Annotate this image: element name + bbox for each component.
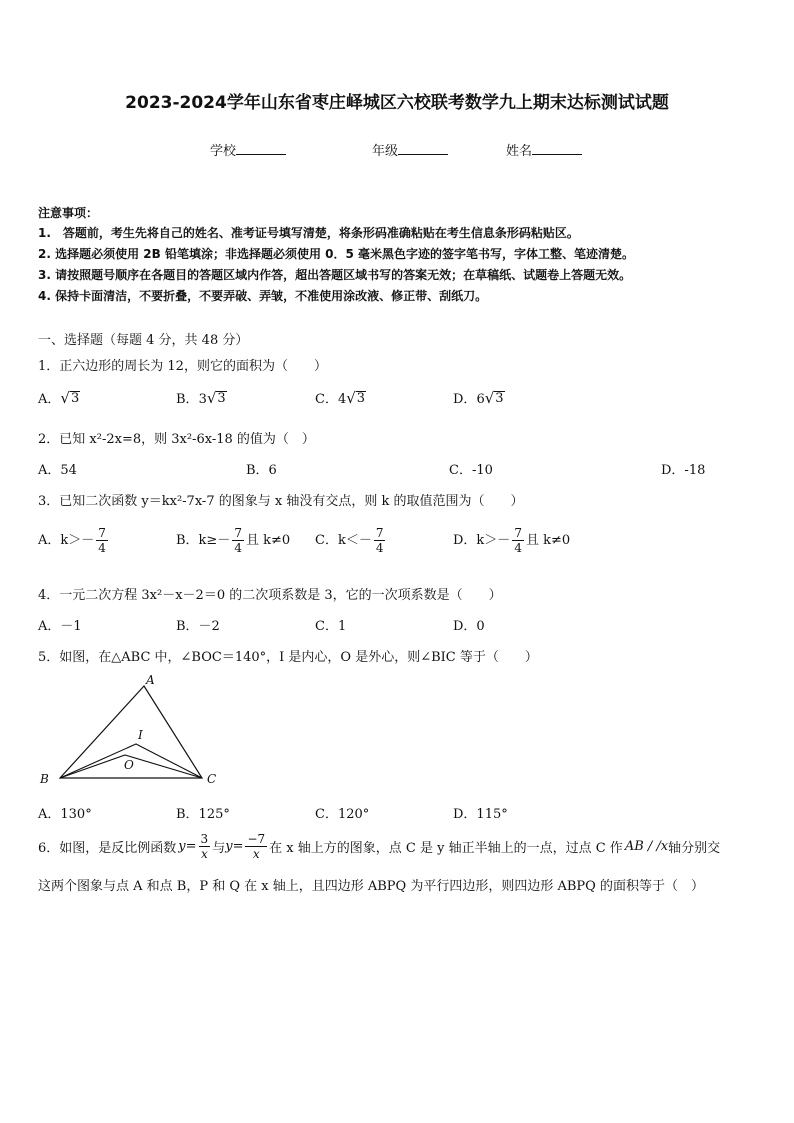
sqrt-symbol: √ 3 [206,389,226,407]
option-label: C． [315,392,338,407]
q3-option-a [38,526,110,555]
q1-option-c [315,388,366,407]
option-label: A． [38,392,61,407]
var-y: y [225,839,233,854]
fraction [512,526,524,555]
q3-option-d [453,526,570,555]
notice-item: 4. 保持卡面清洁，不要折叠，不要弄破、弄皱，不准使用涂改液、修正带、刮纸刀。 [38,289,488,303]
numerator: 7 [375,526,384,540]
radicand: 3 [495,391,504,406]
q5-option-d: D．115° [453,807,508,822]
denominator: 4 [375,541,384,555]
notice-item: 1. 答题前，考生先将自己的姓名、准考证号填写清楚，将条形码准确粘贴在考生信息条形码粘贴区。 [38,226,579,240]
denominator: 4 [98,541,106,555]
school-field [210,140,286,159]
section-heading: 一、选择题（每题 4 分，共 48 分） [38,333,249,348]
q2-option-d: D．-18 [661,463,706,478]
q5-option-b: B．125° [176,807,230,822]
question-4-stem: 4．一元二次方程 3x²－x－2＝0 的二次项系数是 3，它的一次项系数是（ ） [38,588,502,603]
q6-text: 在 x 轴上方的图象，点 C 是 y 轴正半轴上的一点，过点 C 作 [269,841,623,856]
numerator: 3 [200,832,209,846]
question-2-stem: 2．已知 x²-2x=8，则 3x²-6x-18 的值为（ ） [38,432,315,447]
denominator: x [252,847,260,861]
option-text: C．k＜－ [315,533,372,548]
label-o: O [124,758,134,772]
q2-option-c: C．-10 [449,463,493,478]
option-label: B． [176,392,199,407]
triangle-figure [36,672,226,790]
fraction-3-over-x [199,832,211,861]
radicand: 3 [217,391,226,406]
sqrt-symbol: √ 3 [346,389,366,407]
option-coef: 6 [476,392,485,407]
equals-sign: = [232,839,244,854]
option-text: D．k＞－ [453,533,511,548]
name-field [506,140,582,159]
radicand: 3 [70,391,80,406]
notice-heading: 注意事项： [38,206,99,220]
school-blank [236,142,286,155]
question-6-stem-line2: 这两个图象与点 A 和点 B，P 和 Q 在 x 轴上，且四边形 ABPQ 为平行四边形，则四边形 ABPQ 的面积等于（ ） [38,879,704,894]
denominator: 4 [514,541,522,555]
fraction-neg7-over-x [245,832,267,861]
option-text: A．k＞－ [38,533,95,548]
label-c: C [207,772,217,786]
q6-text: 6．如图，是反比例函数 [38,841,177,856]
grade-blank [398,142,448,155]
numerator: 7 [514,526,522,540]
sqrt-symbol: √ 3 [484,389,504,407]
numerator: −7 [247,832,266,846]
q4-option-b: B．－2 [176,619,220,634]
q6-text: 轴分别交 [668,841,721,856]
grade-field [372,140,448,159]
q4-option-a: A．－1 [38,619,82,634]
equals-sign: = [185,839,197,854]
question-5-stem: 5．如图，在△ABC 中，∠BOC＝140°，I 是内心，O 是外心，则∠BIC 等于（ ） [38,650,538,665]
notice-item: 2. 选择题必须使用 2B 铅笔填涂；非选择题必须使用 0．5 毫米黑色字迹的签字笔书写，字体工整、笔迹清楚。 [38,247,634,261]
q5-option-c: C．120° [315,807,370,822]
name-blank [532,142,582,155]
numerator: 7 [98,526,106,540]
denominator: x [200,847,208,861]
parallel-expression: AB / /x [624,839,669,854]
label-b: B [40,772,49,786]
denominator: 4 [234,541,242,555]
option-coef: 4 [337,392,347,407]
sqrt-symbol: √ 3 [60,389,80,407]
notice-item: 3. 请按照题号顺序在各题目的答题区域内作答，超出答题区域书写的答案无效；在草稿纸、试题卷上答题无效。 [38,268,632,282]
q5-option-a: A．130° [38,807,92,822]
option-suffix: 且 k≠0 [245,533,291,548]
q3-option-c [315,526,387,555]
q1-option-a [38,388,80,407]
label-a: A [146,673,155,687]
option-text: B．k≥－ [176,533,231,548]
q4-option-d: D．0 [453,619,485,634]
question-1-stem: 1．正六边形的周长为 12，则它的面积为（ ） [38,359,327,374]
fraction [96,526,108,555]
q2-option-b: B．6 [246,463,277,478]
question-3-stem: 3．已知二次函数 y＝kx²-7x-7 的图象与 x 轴没有交点，则 k 的取值范围为（ ） [38,494,524,509]
q3-option-b [176,526,290,555]
numerator: 7 [234,526,242,540]
grade-label: 年级 [372,144,399,159]
option-suffix: 且 k≠0 [525,533,571,548]
question-6-stem-line1 [38,832,720,861]
school-label: 学校 [210,144,237,159]
fraction [232,526,244,555]
name-label: 姓名 [506,144,533,159]
q2-option-a: A．54 [38,463,77,478]
option-coef: 3 [198,392,207,407]
option-label: D． [453,392,477,407]
var-y: y [178,839,186,854]
label-i: I [138,728,143,742]
q4-option-c: C．1 [315,619,347,634]
q1-option-d [453,388,505,407]
radicand: 3 [356,391,366,406]
q1-option-b [176,388,227,407]
q6-text: 与 [212,841,226,856]
fraction [374,526,386,555]
exam-title: 2023-2024学年山东省枣庄峄城区六校联考数学九上期末达标测试试题 [125,93,669,113]
